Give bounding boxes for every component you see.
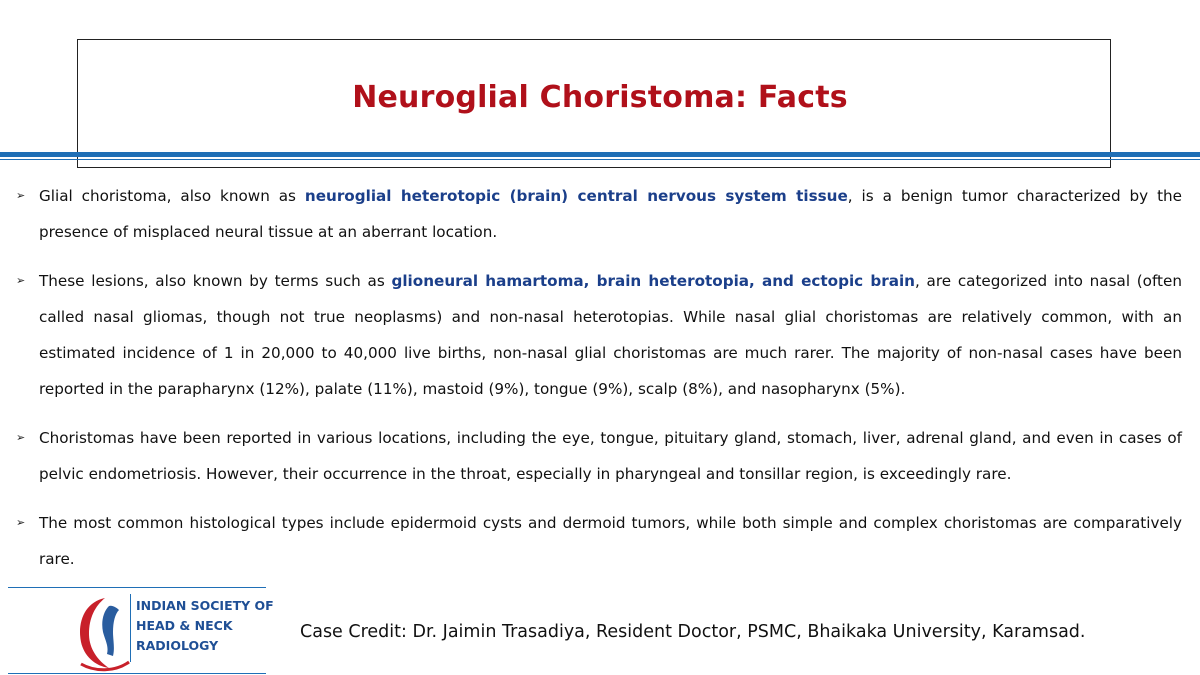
highlighted-term: neuroglial heterotopic (brain) central nervous system tissue [304, 187, 848, 205]
bullet-item-4 [16, 505, 1182, 577]
bullet-text: , is a benign tumor characterized by the presence of misplaced neural tissue at an aberrant location. [39, 187, 1182, 241]
bullet-text: , are categorized into nasal (often called nasal gliomas, though not true neoplasms) and non-nasal heterotopias. While nasal glial choristomas are relatively common, with an estimated incidence of 1 in 20,000 to 40,000 live births, non-nasal glial choristomas are much rarer. The majority of non-nasal cases have been reported in the parapharynx (12%), palate (11%), mastoid (9%), tongue (9%), scalp (8%), and nasopharynx (5%). [39, 272, 1182, 398]
head-neck-logo-icon [75, 592, 131, 672]
logo-divider [130, 594, 131, 662]
bullet-text: These lesions, also known by terms such as [39, 272, 392, 290]
slide-title: Neuroglial Choristoma: Facts [352, 80, 848, 115]
bullet-text: Choristomas have been reported in various locations, including the eye, tongue, pituitary gland, stomach, liver, adrenal gland, and even in cases of pelvic endometriosis. However, their occurrence in the throat, especially in pharyngeal and tonsillar region, is exceedingly rare. [39, 429, 1182, 483]
logo-line: HEAD & NECK [136, 618, 233, 633]
bullet-item-3 [16, 420, 1182, 492]
logo-line: RADIOLOGY [136, 638, 219, 653]
arrow-bullet-icon: ➢ [16, 431, 26, 444]
bullet-item-2 [16, 263, 1182, 407]
header-rule-thin [0, 159, 1200, 160]
society-logo [8, 587, 274, 674]
bullet-text: Glial choristoma, also known as [39, 187, 305, 205]
arrow-bullet-icon: ➢ [16, 516, 26, 529]
logo-line: INDIAN SOCIETY OF [136, 598, 274, 613]
logo-text [136, 596, 274, 656]
bullet-list [16, 178, 1182, 590]
arrow-bullet-icon: ➢ [16, 189, 26, 202]
header-rule [0, 152, 1200, 157]
bullet-text: The most common histological types include epidermoid cysts and dermoid tumors, while both simple and complex choristomas are comparatively rare. [39, 514, 1182, 568]
case-credit: Case Credit: Dr. Jaimin Trasadiya, Resident Doctor, PSMC, Bhaikaka University, Karamsad. [300, 622, 1086, 642]
bullet-item-1 [16, 178, 1182, 250]
highlighted-term: glioneural hamartoma, brain heterotopia, and ectopic brain [391, 272, 915, 290]
arrow-bullet-icon: ➢ [16, 274, 26, 287]
